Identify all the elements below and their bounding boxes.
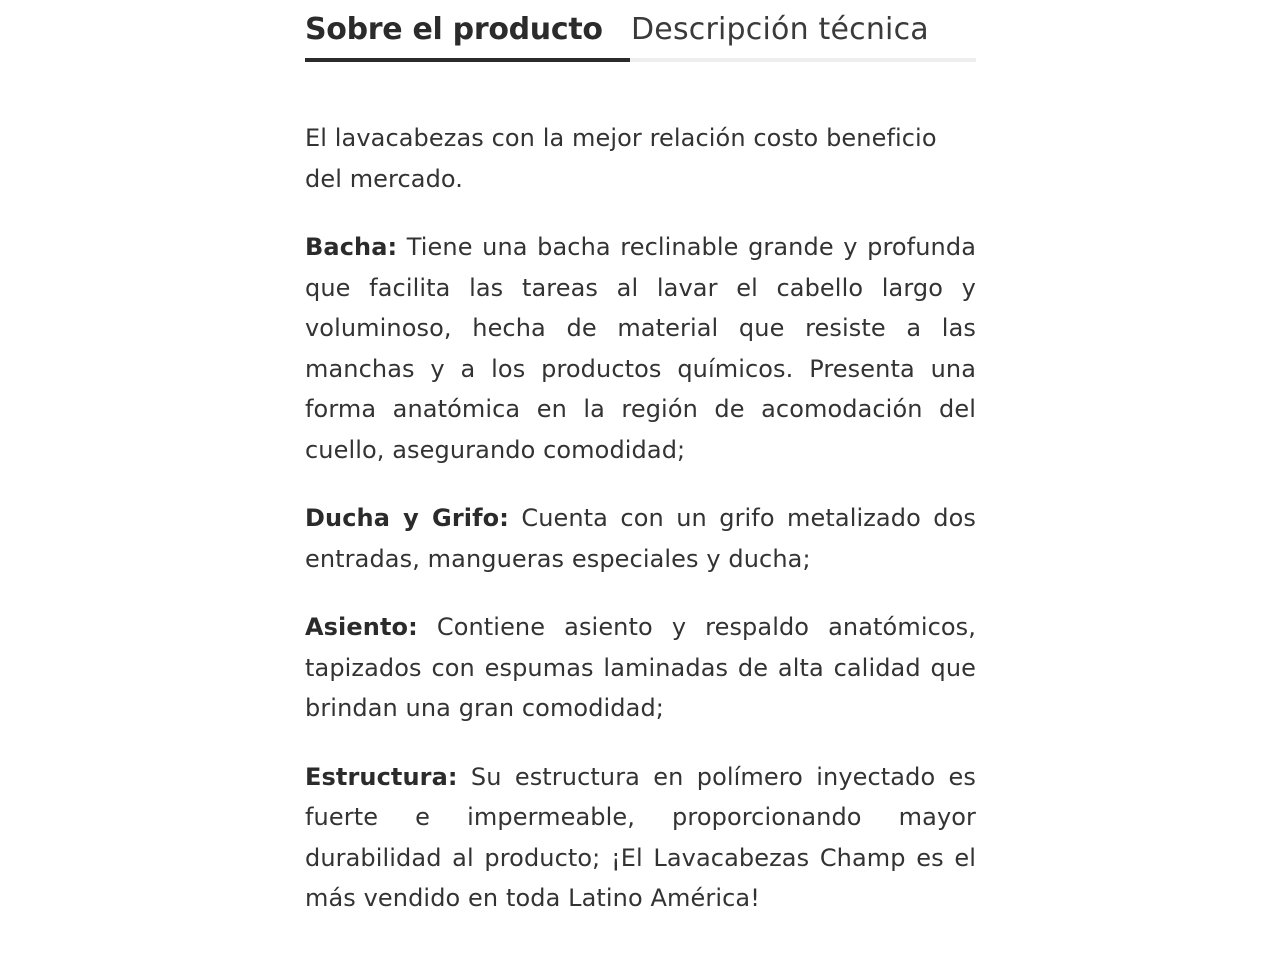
tab-content: [305, 118, 976, 919]
section-label: Estructura:: [305, 762, 458, 791]
section-text: Tiene una bacha reclinable grande y profunda que facilita las tareas al lavar el cabello largo y voluminoso, hecha de material que resiste a las manchas y a los productos químicos. Presenta una forma anatómica en la región de acomodación del cuello, asegurando comodidad;: [305, 233, 976, 464]
section-asiento: [305, 607, 976, 729]
tab-bar: [305, 0, 976, 62]
section-estructura: [305, 757, 976, 919]
section-label: Asiento:: [305, 613, 418, 641]
section-text: Cuenta con un grifo metalizado dos entradas, mangueras especiales y ducha;: [305, 504, 976, 573]
intro-paragraph: El lavacabezas con la mejor relación costo beneficio del mercado.: [305, 124, 937, 193]
tab-sobre-el-producto[interactable]: Sobre el producto: [305, 12, 603, 47]
active-tab-indicator: [305, 58, 630, 62]
section-text: Su estructura en polímero inyectado es fuerte e impermeable, proporcionando mayor durabilidad al producto; ¡El Lavacabezas Champ es el más vendido en toda Latino América!: [305, 762, 976, 912]
tab-descripcion-tecnica[interactable]: Descripción técnica: [631, 12, 929, 47]
section-ducha-y-grifo: [305, 498, 976, 579]
section-label: Bacha:: [305, 233, 398, 261]
section-text: Contiene asiento y respaldo anatómicos, tapizados con espumas laminadas de alta calidad que brindan una gran comodidad;: [305, 613, 976, 722]
section-label: Ducha y Grifo:: [305, 504, 509, 532]
section-bacha: [305, 227, 976, 470]
product-info-panel: [305, 0, 976, 947]
